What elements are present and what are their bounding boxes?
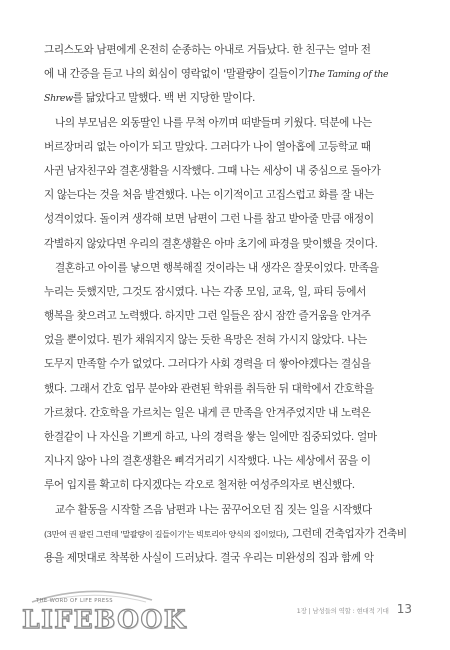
text-line: (3만여 권 팔린 그런데 '말괄량이 길들이기'는 빅토리아 양식의 집이었다), 그런데 건축업자가 건축비 xyxy=(44,527,407,540)
text-line: 했다. 그래서 간호 업무 분야와 관련된 학위를 취득한 뒤 대학에서 간호학을 xyxy=(44,382,374,395)
text-line: 누리는 듯했지만, 그것도 잠시였다. 나는 각종 모임, 교육, 일, 파티 등에서 xyxy=(44,285,366,298)
text-line: 각별하지 않았다면 우리의 결혼생활은 아마 초기에 파경을 맞이했을 것이다. xyxy=(44,237,378,250)
text-line: 에 내 간증을 듣고 나의 회심이 영락없이 '말괄량이 길들이기The Taming of the xyxy=(44,68,389,81)
text-line: 버르장머리 없는 아이가 되고 말았다. 그러다가 나이 열아홉에 고등학교 때 xyxy=(44,140,371,153)
page-footer xyxy=(297,602,412,616)
text-line: 루어 입지를 확고히 다지겠다는 각오로 철저한 여성주의자로 변신했다. xyxy=(44,479,355,492)
text-line: 도무지 만족할 수가 없었다. 그러다가 사회 경력을 더 쌓아야겠다는 결심을 xyxy=(44,358,371,371)
book-title-italic: The Taming of the xyxy=(307,69,389,81)
book-title-italic: Shrew xyxy=(44,93,73,105)
text-line: 사귄 남자친구와 결혼생활을 시작했다. 그때 나는 세상이 내 중심으로 돌아가 xyxy=(44,164,381,177)
text-line: 가르쳤다. 간호학을 가르치는 일은 내게 큰 만족을 안겨주었지만 내 노력은 xyxy=(44,406,371,419)
text-line: 그리스도와 남편에게 온전히 순종하는 아내로 거듭났다. 한 친구는 얼마 전 xyxy=(44,44,371,56)
text-line: 성격이었다. 돌이켜 생각해 보면 남편이 그런 나를 참고 받아줄 만큼 애정이 xyxy=(44,213,374,226)
text-line: 었을 뿐이었다. 뭔가 채워지지 않는 듯한 욕망은 전혀 가시지 않았다. 나는 xyxy=(44,334,367,347)
logo-wordmark: LIFEBOOK xyxy=(22,605,187,634)
text-line: 나의 부모님은 외동딸인 나를 무척 아끼며 떠받들며 키웠다. 덕분에 나는 xyxy=(55,116,372,129)
text-line: 지 않는다는 것을 처음 발견했다. 나는 이기적이고 고집스럽고 화를 잘 내는 xyxy=(44,189,374,202)
body-text xyxy=(44,38,415,570)
page-number: 13 xyxy=(396,602,412,616)
logo-tagline: THE WORD OF LIFE PRESS xyxy=(36,598,113,604)
aside-note: (3만여 권 팔린 그런데 '말괄량이 길들이기'는 빅토리아 양식의 집이었다) xyxy=(44,528,286,539)
text-line: 한결같이 나 자신을 기쁘게 하고, 나의 경력을 쌓는 일에만 집중되었다. 얼마 xyxy=(44,431,377,443)
text-line: 용을 제멋대로 착복한 사실이 드러났다. 결국 우리는 미완성의 집과 함께 악 xyxy=(44,551,374,564)
text-line: Shrew를 닮았다고 말했다. 백 번 지당한 말이다. xyxy=(44,92,256,105)
text-line: 지나지 않아 나의 결혼생활은 삐걱거리기 시작했다. 나는 세상에서 꿈을 이 xyxy=(44,455,371,468)
text-line: 교수 활동을 시작할 즈음 남편과 나는 꿈꾸어오던 집 짓는 일을 시작했다 xyxy=(55,503,372,516)
running-head: 1장 | 남성들의 역할 : 현대적 기대 xyxy=(296,607,389,615)
publisher-logo xyxy=(20,586,187,638)
text-line: 결혼하고 아이를 낳으면 행복해질 것이라는 내 생각은 잘못이었다. 만족을 xyxy=(55,261,379,274)
text-line: 행복을 찾으려고 노력했다. 하지만 그런 일들은 잠시 잠깐 즐거움을 안겨주 xyxy=(44,310,371,323)
